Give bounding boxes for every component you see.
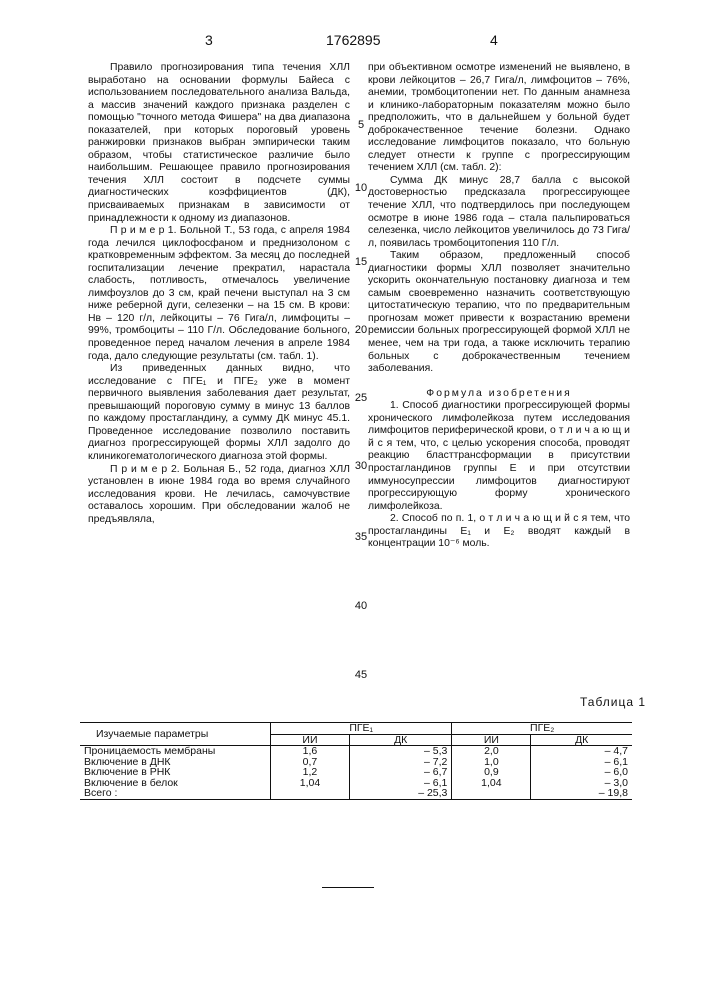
- cell-ii: [452, 788, 531, 799]
- row-label: Включение в ДНК: [80, 757, 271, 768]
- cell-ii: [271, 788, 350, 799]
- line-number: 40: [350, 600, 372, 612]
- subheader-dk: ДК: [531, 734, 632, 746]
- patent-number: 1762895: [326, 32, 381, 48]
- claim-1: 1. Способ диагностики прогрессирующей формы хронического лимфолейкоза путем исследования лимфоцитов периферической крови, о т л и ч а ю щ и й с я тем, что, с целью ускорения способа, проводят реакцию бласттрансформации в присутствии простагландинов группы Е и при отсутствии иммуносупрессии лимфоцитов диагностируют прогрессирующую форму хронического лимфолейкоза.: [368, 400, 630, 513]
- cell-ii: 1,04: [452, 778, 531, 789]
- line-number: 30: [350, 460, 372, 472]
- row-label: Всего :: [80, 788, 271, 799]
- cell-ii: 0,7: [271, 757, 350, 768]
- right-page-number: 4: [490, 32, 498, 48]
- subheader-ii: ИИ: [452, 734, 531, 746]
- table-row: [80, 778, 632, 789]
- param-header: Изучаемые параметры: [80, 723, 271, 746]
- row-label: Включение в белок: [80, 778, 271, 789]
- results-table: [80, 722, 632, 800]
- paragraph: Правило прогнозирования типа течения ХЛЛ выработано на основании формулы Байеса с использованием последовательного анализа Вальда, а массив значений каждого признака разделен с помощью "точного метода Фишера" на два диапазона показателей, при которых пороговый уровень ранжировки признаков выбран эмпирически таким образом, чтобы статистическое различие было наибольшим. Решающее правило прогнозирования течения ХЛЛ состоит в подсчете суммы диагностических коэффициентов (ДК), присваиваемых признакам в зависимости от принадлежности к одному из диапазонов.: [88, 62, 350, 225]
- row-label: Включение в РНК: [80, 767, 271, 778]
- group-header-pge1: ПГЕ₁: [271, 723, 452, 735]
- cell-dk: – 6,7: [349, 767, 451, 778]
- subheader-dk: ДК: [349, 734, 451, 746]
- cell-dk: – 6,1: [531, 757, 632, 768]
- table-row: [80, 746, 632, 757]
- formula-heading: Формула изобретения: [368, 388, 630, 401]
- line-number: 5: [350, 119, 372, 131]
- cell-ii: 1,04: [271, 778, 350, 789]
- cell-dk: – 25,3: [349, 788, 451, 799]
- line-number: 20: [350, 324, 372, 336]
- left-column: [88, 62, 350, 526]
- claim-2: 2. Способ по п. 1, о т л и ч а ю щ и й с я тем, что простагландины Е₁ и Е₂ вводят каждый в концентрации 10⁻⁶ моль.: [368, 513, 630, 551]
- line-number: 15: [350, 256, 372, 268]
- cell-dk: – 7,2: [349, 757, 451, 768]
- footer-rule: [322, 887, 374, 888]
- cell-ii: 1,0: [452, 757, 531, 768]
- cell-ii: 0,9: [452, 767, 531, 778]
- row-label: Проницаемость мембраны: [80, 746, 271, 757]
- line-number: 25: [350, 392, 372, 404]
- cell-ii: 1,6: [271, 746, 350, 757]
- subheader-ii: ИИ: [271, 734, 350, 746]
- right-column: [368, 62, 630, 551]
- paragraph: П р и м е р 1. Больной Т., 53 года, с апреля 1984 года лечился циклофосфаном и преднизолоном с кратковременным эффектом. За месяц до последней госпитализации лечение прекратил, нарастала слабость, потливость, отмечалось увеличение лимфоузлов до 3 см, край печени выступал на 3 см ниже реберной дуги, селезенки – на 15 см. В крови: Нв – 120 г/л, лейкоциты – 76 Гига/л, лимфоциты – 99%, тромбоциты – 110 Г/л. Обследование больного, проведенное перед началом лечения в апреле 1984 года, дало следующие результаты (см. табл. 1).: [88, 225, 350, 363]
- table-row: [80, 788, 632, 799]
- group-header-pge2: ПГЕ₂: [452, 723, 632, 735]
- paragraph: Из приведенных данных видно, что исследование с ПГЕ₁ и ПГЕ₂ уже в момент первичного выявления заболевания дает результат, превышающий пороговую сумму в минус 13 баллов по каждому простагландину, а сумму ДК минус 45.1. Проведенное исследование позволило поставить диагноз прогрессирующей формы ХЛЛ задолго до клиникогематологического диагноза этой формы.: [88, 363, 350, 463]
- cell-ii: 2,0: [452, 746, 531, 757]
- line-number: 10: [350, 182, 372, 194]
- cell-dk: – 3,0: [531, 778, 632, 789]
- paragraph: при объективном осмотре изменений не выявлено, в крови лейкоцитов – 26,7 Гига/л, лимфоцитов – 76%, анемии, тромбоцитопении нет. По данным анамнеза и клинико-лабораторным показателям можно было предположить, что в дальнейшем у больной будет доброкачественное течение болезни. Однако исследование лимфоцитов показало, что больную следует отнести к группе с прогрессирующим течением ХЛЛ (см. табл. 2):: [368, 62, 630, 175]
- cell-dk: – 6,0: [531, 767, 632, 778]
- line-number: 45: [350, 669, 372, 681]
- cell-dk: – 4,7: [531, 746, 632, 757]
- paragraph: П р и м е р 2. Больная Б., 52 года, диагноз ХЛЛ установлен в июне 1984 года во время случайного исследования крови. Не лечилась, самочувствие оставалось хорошим. При обследовании жалоб не предъявляла,: [88, 464, 350, 527]
- table-row: [80, 767, 632, 778]
- paragraph: Сумма ДК минус 28,7 балла с высокой достоверностью предсказала прогрессирующее течение ХЛЛ, что подтвердилось при последующем осмотре в июне 1986 года – стала пальпироваться селезенка, число лейкоцитов увеличилось до 73 Гига/л, появилась тромбоцитопения 110 Г/л.: [368, 175, 630, 250]
- cell-dk: – 19,8: [531, 788, 632, 799]
- left-page-number: 3: [205, 32, 213, 48]
- cell-dk: – 5,3: [349, 746, 451, 757]
- paragraph: Таким образом, предложенный способ диагностики формы ХЛЛ позволяет значительно ускорить окончательную постановку диагноза и тем самым своевременно назначить соответствующую цитостатическую терапию, что по предварительным прогнозам может привести к возрастанию времени ремиссии больных прогрессирующей формой ХЛЛ не менее, чем на три года, а также исключить терапию больных с доброкачественным течением заболевания.: [368, 250, 630, 375]
- cell-ii: 1,2: [271, 767, 350, 778]
- line-number: 35: [350, 531, 372, 543]
- cell-dk: – 6,1: [349, 778, 451, 789]
- table-caption: Таблица 1: [580, 695, 646, 709]
